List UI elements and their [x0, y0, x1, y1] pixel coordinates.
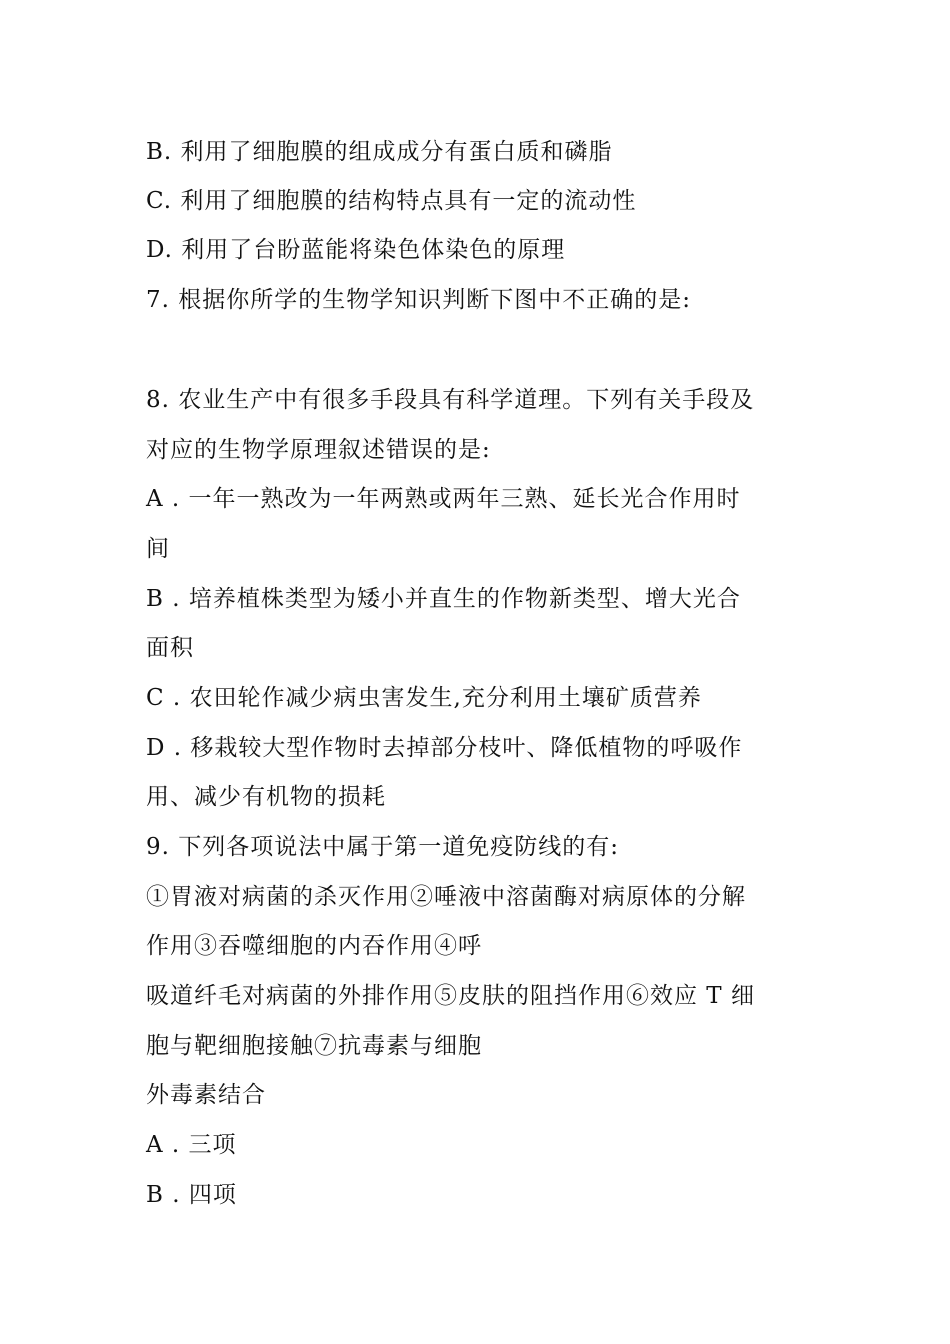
question-8-line-2: 对应的生物学原理叙述错误的是: [146, 437, 491, 463]
question-8-line-1: 8. 农业生产中有很多手段具有科学道理。下列有关手段及 [146, 387, 755, 413]
option-6c: C. 利用了细胞膜的结构特点具有一定的流动性 [146, 188, 637, 214]
option-6d: D. 利用了台盼蓝能将染色体染色的原理 [146, 237, 566, 263]
question-7: 7. 根据你所学的生物学知识判断下图中不正确的是: [146, 287, 692, 313]
question-9-items-line-5: 外毒素结合 [146, 1082, 266, 1108]
question-9-items-line-2: 作用③吞噬细胞的内吞作用④呼 [146, 933, 482, 959]
option-8a-line-1: A . 一年一熟改为一年两熟或两年三熟、延长光合作用时 [146, 486, 741, 512]
option-8a-line-2: 间 [146, 536, 170, 562]
option-8b-line-1: B . 培养植株类型为矮小并直生的作物新类型、增大光合 [146, 586, 741, 612]
option-9b: B . 四项 [146, 1182, 237, 1208]
option-6b: B. 利用了细胞膜的组成成分有蛋白质和磷脂 [146, 139, 613, 165]
question-9-items-line-3: 吸道纤毛对病菌的外排作用⑤皮肤的阻挡作用⑥效应 T 细 [146, 983, 755, 1009]
option-8c: C . 农田轮作减少病虫害发生,充分利用土壤矿质营养 [146, 685, 702, 711]
option-9a: A . 三项 [146, 1132, 237, 1158]
option-8d-line-1: D . 移栽较大型作物时去掉部分枝叶、降低植物的呼吸作 [146, 735, 743, 761]
question-9: 9. 下列各项说法中属于第一道免疫防线的有: [146, 834, 620, 860]
option-8d-line-2: 用、减少有机物的损耗 [146, 784, 386, 810]
question-9-items-line-1: ①胃液对病菌的杀灭作用②唾液中溶菌酶对病原体的分解 [146, 884, 746, 910]
option-8b-line-2: 面积 [146, 635, 194, 661]
question-9-items-line-4: 胞与靶细胞接触⑦抗毒素与细胞 [146, 1033, 482, 1059]
